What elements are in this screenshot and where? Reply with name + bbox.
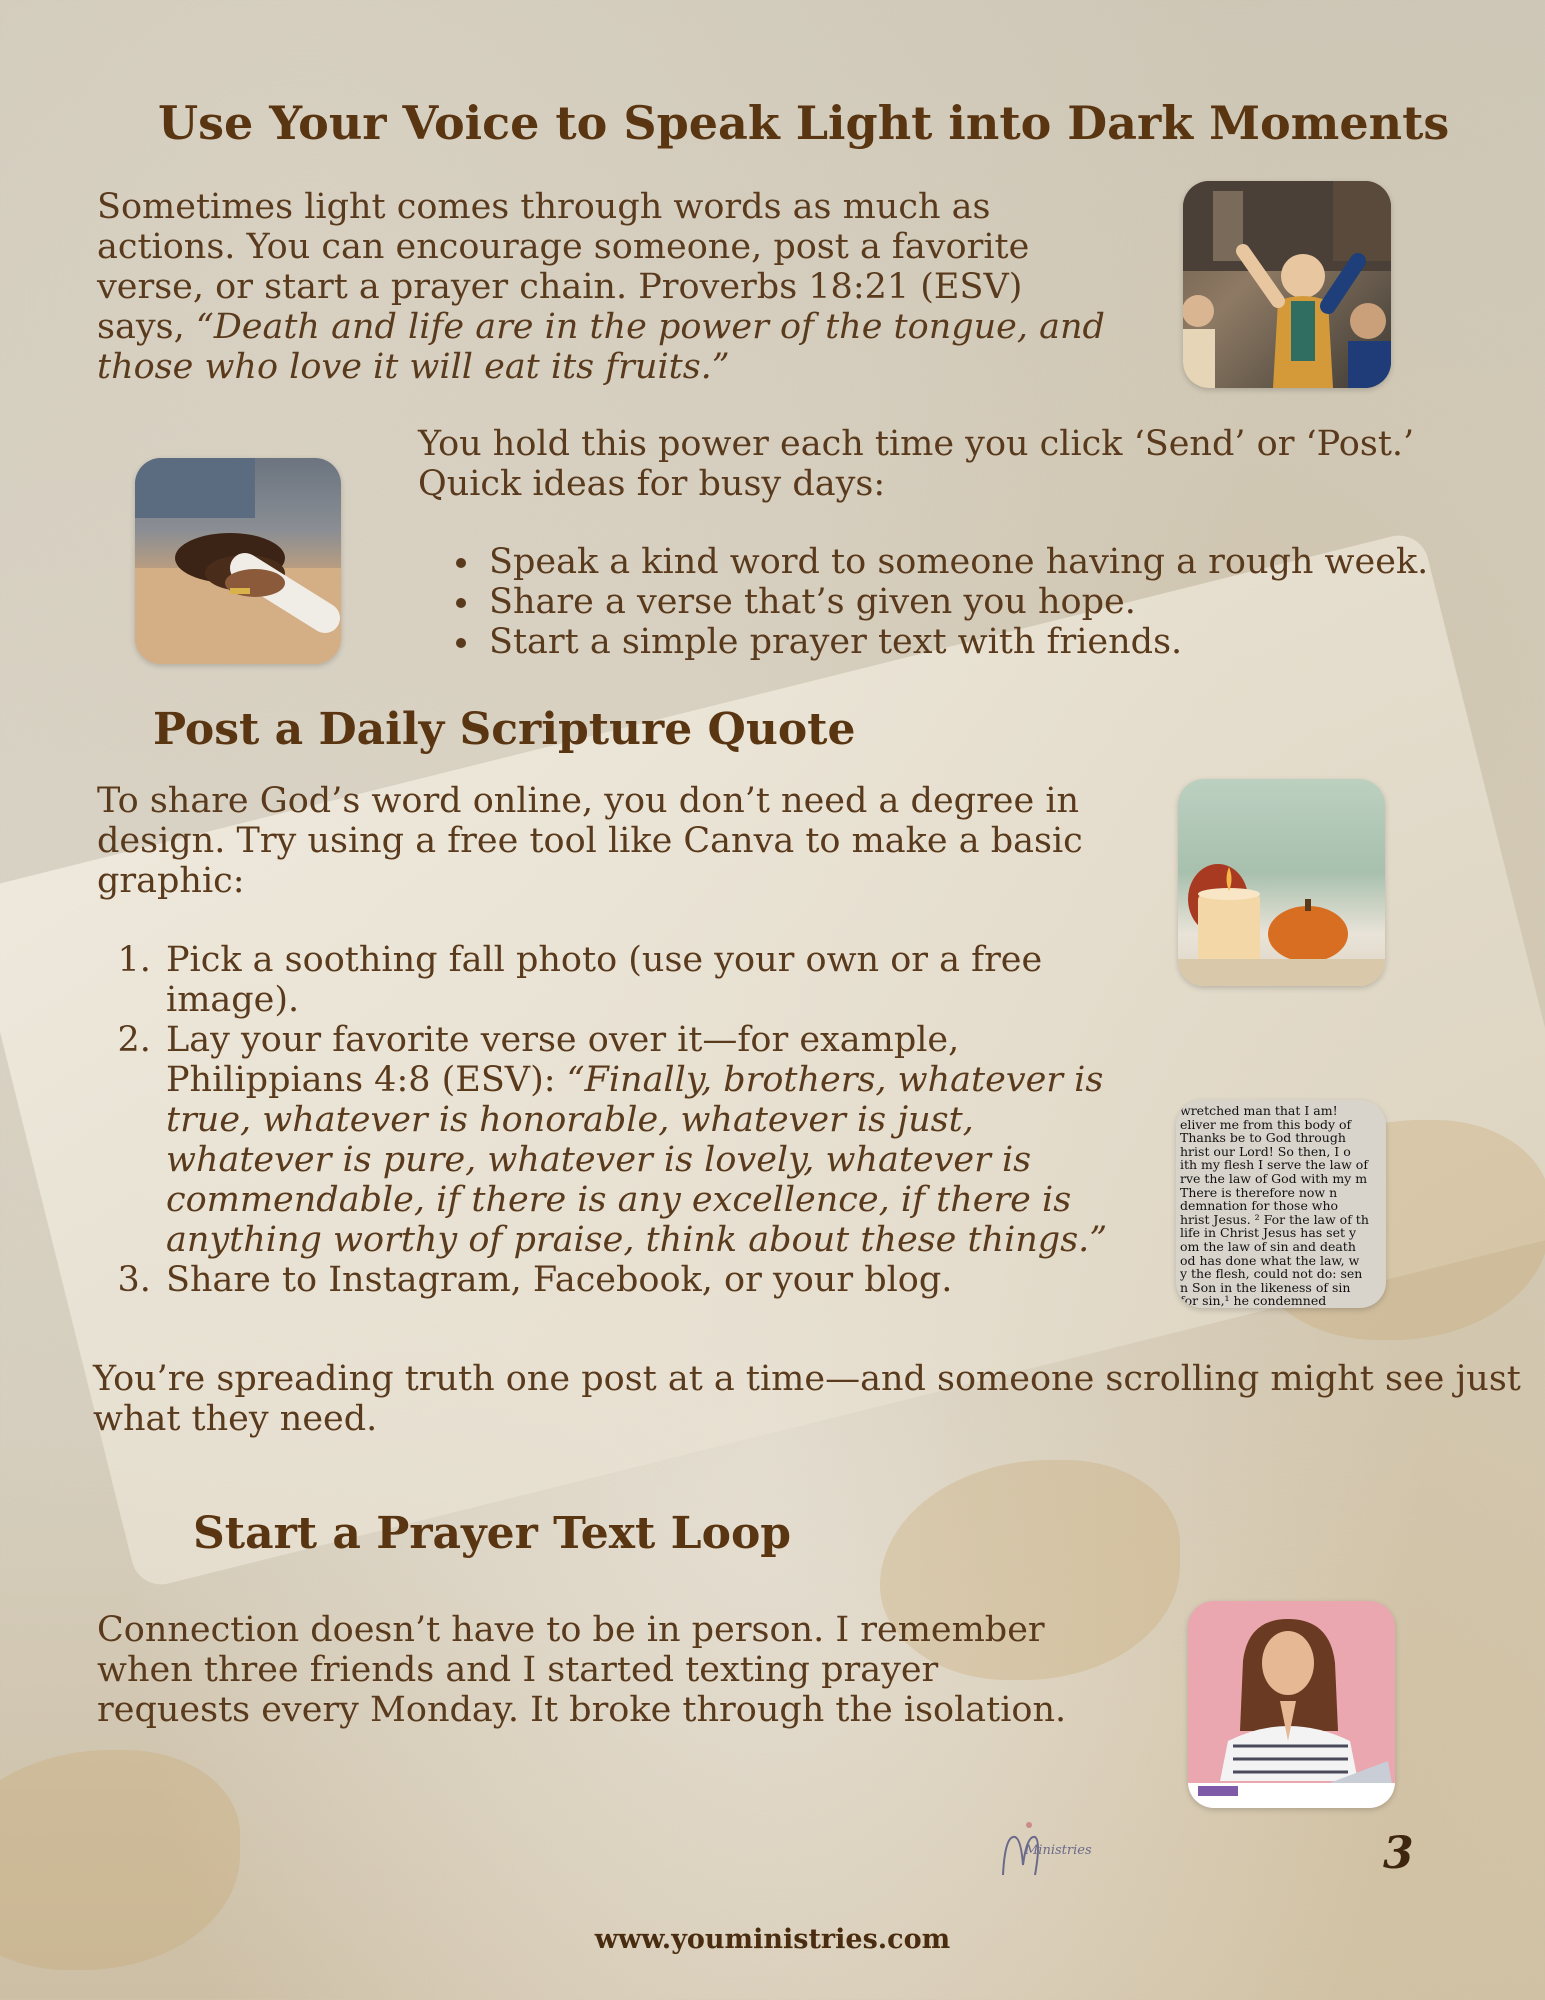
canva-steps-list bbox=[122, 940, 1122, 1300]
voice-intro-paragraph bbox=[97, 187, 1107, 387]
holding-hands-illustration bbox=[135, 458, 341, 664]
high-five-illustration bbox=[1183, 181, 1391, 388]
prayer-loop-paragraph: Connection doesn’t have to be in person. I remember when three friends and I started texting prayer requests every Monday. It broke through the isolation. bbox=[97, 1610, 1067, 1730]
bible-text-line: y the flesh, could not do: sen bbox=[1180, 1266, 1363, 1282]
ideas-list bbox=[443, 542, 1545, 662]
list-item bbox=[162, 1020, 1122, 1260]
bible-text-snippet bbox=[1176, 1100, 1386, 1308]
praying-woman-photo bbox=[1188, 1601, 1395, 1808]
step2-text: Lay your favorite verse over it—for example, Philippians 4:8 (ESV): bbox=[166, 1020, 960, 1100]
philippians-quote: “Finally, brothers, whatever is true, whatever is honorable, whatever is just, whatever is pure, whatever is lovely, whatever is commendable, if there is any excellence, if there is anything worthy of praise, think about these things.” bbox=[166, 1060, 1108, 1260]
section-title-prayer-loop: Start a Prayer Text Loop bbox=[193, 1508, 792, 1559]
candle-pumpkin-illustration bbox=[1178, 779, 1385, 986]
high-five-photo bbox=[1183, 181, 1391, 388]
bible-text-line: There is therefore now n bbox=[1180, 1184, 1338, 1200]
list-item: • Share a verse that’s given you hope. bbox=[483, 582, 1545, 622]
bible-text-line: ith my flesh I serve the law of bbox=[1180, 1157, 1368, 1173]
bible-text-line: n Son in the likeness of sin bbox=[1180, 1279, 1351, 1295]
scripture-intro-paragraph: To share God’s word online, you don’t need a degree in design. Try using a free tool like Canva to make a basic graphic: bbox=[97, 781, 1083, 901]
proverbs-quote: “Death and life are in the power of the tongue, and those who love it will eat its fruits.” bbox=[97, 307, 1105, 387]
bible-text-line: hrist our Lord! So then, I o bbox=[1180, 1143, 1351, 1159]
scripture-closing-paragraph: You’re spreading truth one post at a time—and someone scrolling might see just what they need. bbox=[93, 1359, 1521, 1439]
praying-woman-illustration bbox=[1188, 1601, 1395, 1808]
bible-text-line: rve the law of God with my m bbox=[1180, 1170, 1368, 1186]
list-item: 3. Share to Instagram, Facebook, or your blog. bbox=[162, 1260, 1122, 1300]
list-item: • Start a simple prayer text with friends. bbox=[483, 622, 1545, 662]
list-item: • Speak a kind word to someone having a rough week. bbox=[483, 542, 1545, 582]
holding-hands-photo bbox=[135, 458, 341, 664]
section-title-voice: Use Your Voice to Speak Light into Dark Moments bbox=[158, 96, 1450, 150]
bible-text-line: wretched man that I am! bbox=[1180, 1103, 1338, 1118]
bible-text-line: demnation for those who bbox=[1180, 1198, 1339, 1214]
footer-website-link[interactable]: www.youministries.com bbox=[594, 1924, 951, 1955]
bible-text-line: Thanks be to God through bbox=[1180, 1130, 1346, 1146]
power-paragraph: You hold this power each time you click ‘Send’ or ‘Post.’ Quick ideas for busy days: bbox=[418, 424, 1415, 504]
bible-text-photo bbox=[1176, 1100, 1386, 1308]
candle-pumpkin-photo bbox=[1178, 779, 1385, 986]
list-item: 1. Pick a soothing fall photo (use your own or a free image). bbox=[162, 940, 1122, 1020]
bible-text-line: life in Christ Jesus has set y bbox=[1180, 1225, 1357, 1241]
bible-text-line: om the law of sin and death bbox=[1180, 1238, 1356, 1254]
ministries-logo bbox=[995, 1815, 1115, 1885]
section-title-scripture: Post a Daily Scripture Quote bbox=[153, 704, 856, 755]
page-number: 3 bbox=[1383, 1828, 1414, 1879]
bible-text-line: for sin,¹ he condemned bbox=[1180, 1293, 1327, 1308]
bible-text-line: eliver me from this body of bbox=[1180, 1116, 1352, 1132]
logo-text: Ministries bbox=[1025, 1843, 1092, 1858]
bible-text-line: od has done what the law, w bbox=[1180, 1252, 1360, 1268]
voice-intro-text: Sometimes light comes through words as much as actions. You can encourage someone, post a favorite verse, or start a prayer chain. Proverbs 18:21 (ESV) says, bbox=[97, 187, 1030, 347]
bible-text-line: hrist Jesus. ² For the law of th bbox=[1180, 1211, 1369, 1227]
